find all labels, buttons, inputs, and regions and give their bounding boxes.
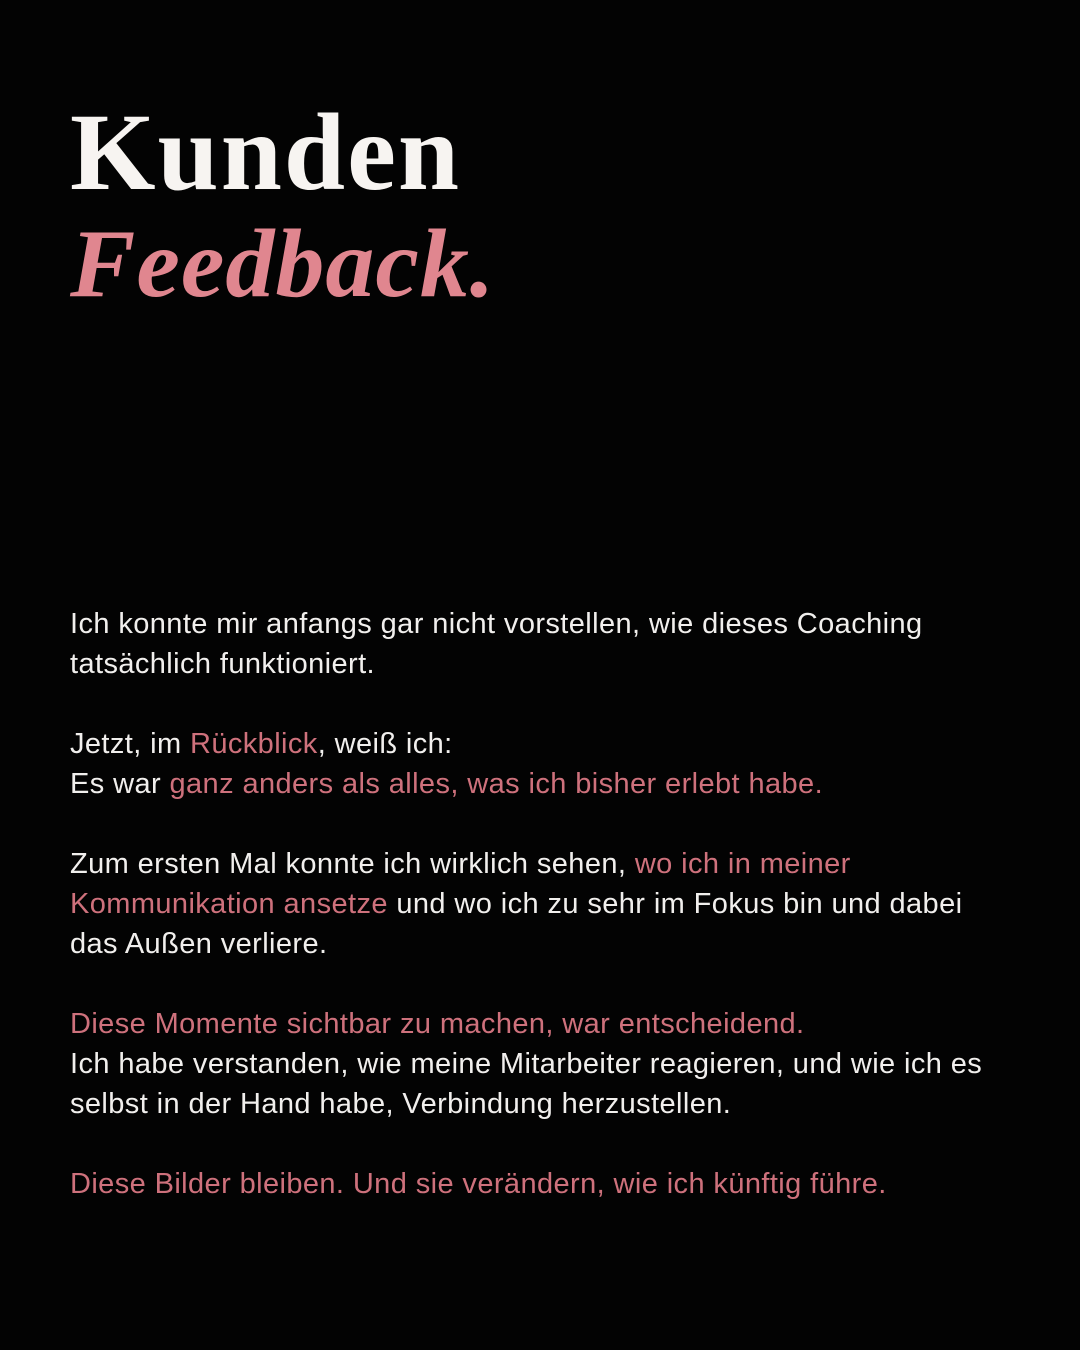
title-word-feedback: Feedback.	[70, 210, 496, 318]
text-line	[70, 1044, 1030, 1084]
title-word-kunden: Kunden	[70, 91, 462, 213]
text-line	[70, 644, 1030, 684]
paragraph-5	[70, 1164, 1030, 1204]
text-segment: Es war	[70, 768, 170, 800]
text-segment: , weiß ich:	[317, 728, 453, 760]
text-segment-highlight: Rückblick	[190, 728, 318, 760]
text-line	[70, 604, 1030, 644]
text-segment-highlight: Kommunikation ansetze	[70, 888, 388, 920]
text-line	[70, 764, 1030, 804]
text-segment: das Außen verliere.	[70, 928, 328, 960]
text-line	[70, 1164, 1030, 1204]
text-segment-highlight: wo ich in meiner	[634, 848, 851, 880]
testimonial-text	[70, 604, 1030, 1204]
paragraph-4	[70, 1004, 1030, 1124]
text-segment: Jetzt, im	[70, 728, 191, 760]
text-line	[70, 924, 1030, 964]
text-segment-highlight: Diese Momente sichtbar zu machen, war entscheidend.	[70, 1008, 805, 1040]
text-segment: tatsächlich funktioniert.	[70, 648, 375, 680]
text-line	[70, 1004, 1030, 1044]
text-line	[70, 1084, 1030, 1124]
text-line	[70, 844, 1030, 884]
text-line	[70, 884, 1030, 924]
text-segment: und wo ich zu sehr im Fokus bin und dabei	[387, 888, 963, 920]
text-segment: Ich konnte mir anfangs gar nicht vorstellen, wie dieses Coaching	[70, 608, 923, 640]
paragraph-1	[70, 604, 1030, 684]
text-segment: Zum ersten Mal konnte ich wirklich sehen,	[70, 848, 635, 880]
text-segment-highlight: ganz anders als alles, was ich bisher erlebt habe.	[169, 768, 824, 800]
text-line	[70, 724, 1030, 764]
text-segment: Ich habe verstanden, wie meine Mitarbeiter reagieren, und wie ich es	[70, 1048, 983, 1080]
paragraph-3	[70, 844, 1030, 964]
text-segment: selbst in der Hand habe, Verbindung herzustellen.	[70, 1088, 732, 1120]
paragraph-2	[70, 724, 1030, 804]
text-segment-highlight: Diese Bilder bleiben. Und sie verändern, wie ich künftig führe.	[70, 1168, 887, 1200]
page-title	[70, 91, 496, 320]
